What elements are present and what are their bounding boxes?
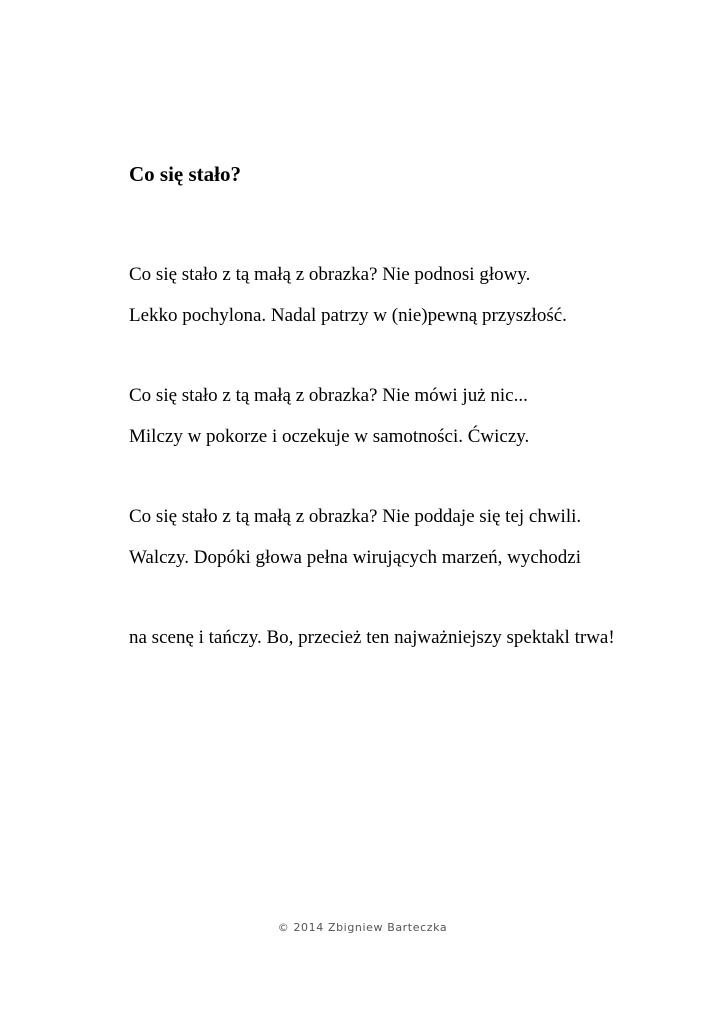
copyright-footer: © 2014 Zbigniew Barteczka	[277, 921, 448, 934]
poem-line-7: na scenę i tańczy. Bo, przecież ten najważniejszy spektakl trwa!	[129, 627, 615, 648]
poem-line-5: Co się stało z tą małą z obrazka? Nie poddaje się tej chwili.	[129, 506, 582, 527]
poem-line-4: Milczy w pokorze i oczekuje w samotności. Ćwiczy.	[129, 426, 530, 447]
poem-line-3: Co się stało z tą małą z obrazka? Nie mówi już nic...	[129, 385, 528, 406]
poem-line-1: Co się stało z tą małą z obrazka? Nie podnosi głowy.	[129, 264, 531, 285]
poem-title: Co się stało?	[129, 162, 241, 186]
poem-line-2: Lekko pochylona. Nadal patrzy w (nie)pewną przyszłość.	[129, 305, 567, 326]
poem-line-6: Walczy. Dopóki głowa pełna wirujących marzeń, wychodzi	[129, 547, 582, 568]
